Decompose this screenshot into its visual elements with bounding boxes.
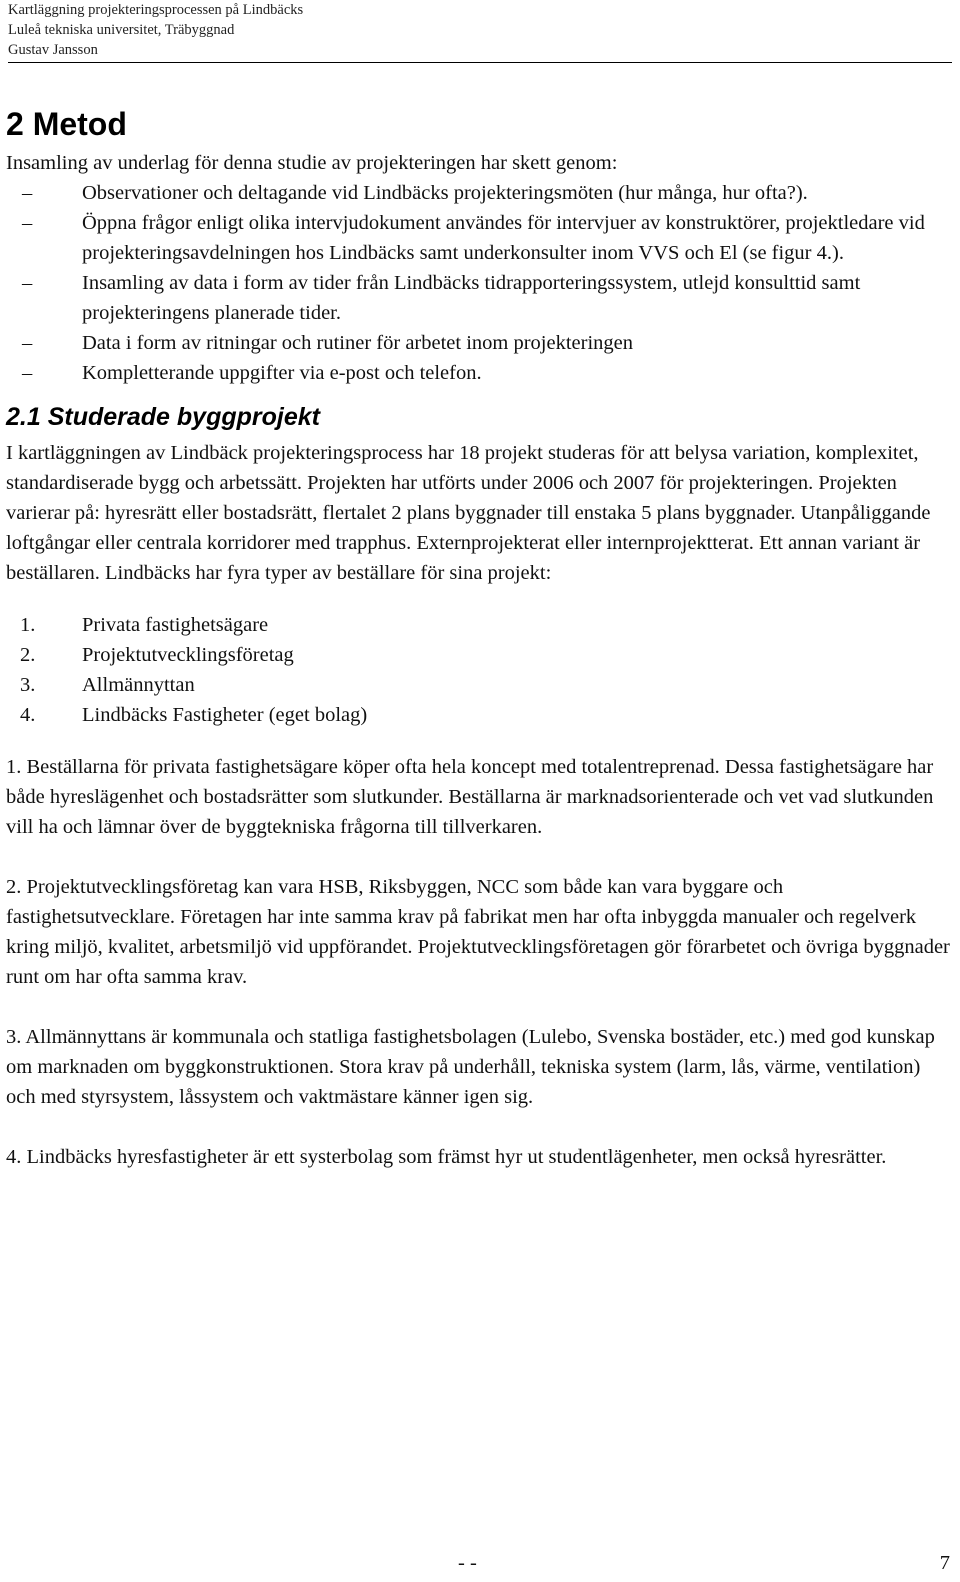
client-type-item: 1. Privata fastighetsägare bbox=[20, 614, 269, 636]
client-type-list bbox=[6, 610, 954, 730]
client-type-item: 4. Lindbäcks Fastigheter (eget bolag) bbox=[20, 704, 368, 726]
spacer bbox=[6, 1112, 954, 1142]
page-header bbox=[8, 0, 952, 63]
page-footer bbox=[0, 1548, 960, 1578]
client-description-2: 2. Projektutvecklingsföretag kan vara HSB, Riksbyggen, NCC som både kan vara byggare och fastighetsutvecklare. Företagen har inte samma krav på fabrikat men har ofta inbyggda manualer och regelverk kring miljö, kvalitet, arbetsmiljö vid uppförandet. Projektutvecklingsföretagen gör förarbetet och övriga byggnader runt om har ofta samma krav. bbox=[6, 876, 950, 988]
spacer bbox=[6, 588, 954, 610]
dash-bullet: – bbox=[22, 182, 33, 204]
client-type-item: 2. Projektutvecklingsföretag bbox=[20, 644, 294, 666]
client-description-3: 3. Allmännyttans är kommunala och statliga fastighetsbolagen (Lulebo, Svenska bostäder, etc.) med god kunskap om marknaden om byggkonstruktionen. Stora krav på underhåll, tekniska system (larm, lås, värme, ventilation) och med styrsystem, låssystem och vaktmästare känner igen sig. bbox=[6, 1026, 935, 1108]
method-list-item: – Data i form av ritningar och rutiner för arbetet inom projekteringen bbox=[6, 328, 954, 358]
spacer bbox=[6, 730, 954, 752]
dash-bullet: – bbox=[22, 362, 33, 384]
metod-intro: Insamling av underlag för denna studie av projekteringen har skett genom: bbox=[6, 152, 618, 174]
method-list-item: – Öppna frågor enligt olika intervjudokument användes för intervjuer av konstruktörer, projektledare vid projekteringsavdelningen hos Lindbäcks samt underkonsulter inom VVS och El (se figur 4.). bbox=[6, 208, 954, 268]
studerade-paragraph: I kartläggningen av Lindbäck projekteringsprocess har 18 projekt studeras för att belysa variation, komplexitet, standardiserade bygg och arbetssätt. Projekten har utförts under 2006 och 2007 för projekteringen. Projekten varierar på: hyresrätt eller bostadsrätt, flertalet 2 plans byggnader till enstaka 5 plans byggnader. Utanpåliggande loftgångar eller centrala korridorer med trapphus. Externprojekterat eller internprojektterat. Ett annan variant är beställaren. Lindbäcks har fyra typer av beställare för sina projekt: bbox=[6, 442, 931, 584]
method-list-item: – Kompletterande uppgifter via e-post och telefon. bbox=[6, 358, 954, 388]
spacer bbox=[6, 992, 954, 1022]
header-university: Luleå tekniska universitet, Träbyggnad bbox=[8, 22, 235, 38]
spacer bbox=[6, 842, 954, 872]
client-description-1: 1. Beställarna för privata fastighetsägare köper ofta hela koncept med totalentreprenad. Dessa fastighetsägare har både hyreslägenhet och bostadsrätter som slutkunder. Beställarna är marknadsorienterade och vet vad slutkunden vill ha och lämnar över de byggtekniska frågorna till tillverkaren. bbox=[6, 756, 934, 838]
footer-marks: - - bbox=[458, 1552, 477, 1574]
dash-bullet: – bbox=[22, 332, 33, 354]
method-list-item: – Insamling av data i form av tider från Lindbäcks tidrapporteringssystem, utlejd konsulttid samt projekteringens planerade tider. bbox=[6, 268, 954, 328]
client-description-4: 4. Lindbäcks hyresfastigheter är ett systerbolag som främst hyr ut studentlägenheter, men också hyresrätter. bbox=[6, 1146, 887, 1168]
method-list-item: – Observationer och deltagande vid Lindbäcks projekteringsmöten (hur många, hur ofta?). bbox=[6, 178, 954, 208]
dash-bullet: – bbox=[22, 212, 33, 234]
client-type-item: 3. Allmännyttan bbox=[20, 674, 195, 696]
header-author: Gustav Jansson bbox=[8, 42, 98, 58]
page-number: 7 bbox=[939, 1552, 950, 1574]
document-body bbox=[6, 104, 954, 1172]
section-heading-metod: 2 Metod bbox=[6, 106, 127, 142]
dash-bullet: – bbox=[22, 272, 33, 294]
method-list bbox=[6, 178, 954, 388]
section-heading-studerade: 2.1 Studerade byggprojekt bbox=[6, 403, 320, 431]
header-title: Kartläggning projekteringsprocessen på Lindbäcks bbox=[8, 2, 304, 18]
